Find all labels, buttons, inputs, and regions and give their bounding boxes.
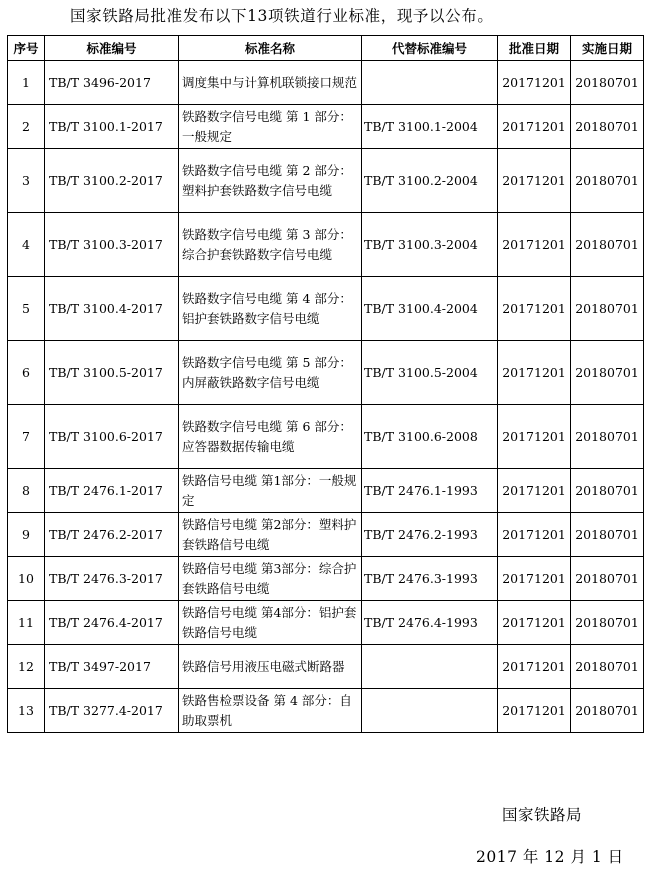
cell-seq: 13	[8, 689, 45, 733]
cell-approved: 20171201	[498, 513, 571, 557]
cell-approved: 20171201	[498, 105, 571, 149]
cell-approved: 20171201	[498, 213, 571, 277]
cell-seq: 9	[8, 513, 45, 557]
cell-name: 铁路售检票设备 第 4 部分：自助取票机	[179, 689, 362, 733]
cell-name: 铁路数字信号电缆 第 3 部分：综合护套铁路数字信号电缆	[179, 213, 362, 277]
table-row	[8, 61, 644, 105]
table-row	[8, 557, 644, 601]
cell-seq: 5	[8, 277, 45, 341]
cell-effective: 20180701	[571, 149, 644, 213]
cell-replaced: TB/T 3100.6-2008	[362, 405, 498, 469]
cell-effective: 20180701	[571, 557, 644, 601]
table-row	[8, 149, 644, 213]
cell-name: 铁路信号电缆 第2部分：塑料护套铁路信号电缆	[179, 513, 362, 557]
cell-name: 铁路数字信号电缆 第 1 部分：一般规定	[179, 105, 362, 149]
cell-code: TB/T 3277.4-2017	[45, 689, 179, 733]
cell-code: TB/T 3496-2017	[45, 61, 179, 105]
header-seq: 序号	[8, 36, 45, 61]
cell-name: 铁路数字信号电缆 第 6 部分：应答器数据传输电缆	[179, 405, 362, 469]
header-name: 标准名称	[179, 36, 362, 61]
cell-replaced: TB/T 3100.1-2004	[362, 105, 498, 149]
cell-name: 铁路信号电缆 第1部分：一般规定	[179, 469, 362, 513]
cell-seq: 10	[8, 557, 45, 601]
cell-seq: 1	[8, 61, 45, 105]
cell-approved: 20171201	[498, 341, 571, 405]
cell-seq: 4	[8, 213, 45, 277]
cell-effective: 20180701	[571, 689, 644, 733]
table-row	[8, 405, 644, 469]
cell-seq: 12	[8, 645, 45, 689]
cell-code: TB/T 2476.1-2017	[45, 469, 179, 513]
cell-name: 铁路信号电缆 第3部分：综合护套铁路信号电缆	[179, 557, 362, 601]
table-row	[8, 213, 644, 277]
cell-approved: 20171201	[498, 61, 571, 105]
table-row	[8, 645, 644, 689]
cell-code: TB/T 3497-2017	[45, 645, 179, 689]
cell-approved: 20171201	[498, 469, 571, 513]
cell-replaced: TB/T 3100.3-2004	[362, 213, 498, 277]
cell-approved: 20171201	[498, 601, 571, 645]
cell-replaced: TB/T 2476.3-1993	[362, 557, 498, 601]
cell-effective: 20180701	[571, 277, 644, 341]
cell-approved: 20171201	[498, 405, 571, 469]
cell-seq: 8	[8, 469, 45, 513]
cell-code: TB/T 2476.4-2017	[45, 601, 179, 645]
header-code: 标准编号	[45, 36, 179, 61]
cell-replaced: TB/T 3100.5-2004	[362, 341, 498, 405]
cell-seq: 6	[8, 341, 45, 405]
announcement-intro: 国家铁路局批准发布以下13项铁道行业标准，现予以公布。	[70, 7, 494, 25]
cell-name: 铁路数字信号电缆 第 2 部分：塑料护套铁路数字信号电缆	[179, 149, 362, 213]
cell-effective: 20180701	[571, 469, 644, 513]
header-approved: 批准日期	[498, 36, 571, 61]
cell-effective: 20180701	[571, 105, 644, 149]
cell-replaced	[362, 689, 498, 733]
table-row	[8, 277, 644, 341]
header-replaced: 代替标准编号	[362, 36, 498, 61]
cell-code: TB/T 3100.6-2017	[45, 405, 179, 469]
table-row	[8, 105, 644, 149]
cell-effective: 20180701	[571, 645, 644, 689]
cell-effective: 20180701	[571, 341, 644, 405]
cell-effective: 20180701	[571, 513, 644, 557]
cell-name: 铁路数字信号电缆 第 4 部分：铝护套铁路数字信号电缆	[179, 277, 362, 341]
cell-effective: 20180701	[571, 601, 644, 645]
cell-replaced: TB/T 2476.1-1993	[362, 469, 498, 513]
cell-effective: 20180701	[571, 61, 644, 105]
cell-code: TB/T 3100.4-2017	[45, 277, 179, 341]
issuing-authority: 国家铁路局	[502, 806, 583, 824]
table-row	[8, 689, 644, 733]
table-header-row	[8, 36, 644, 61]
cell-approved: 20171201	[498, 557, 571, 601]
cell-code: TB/T 3100.3-2017	[45, 213, 179, 277]
cell-effective: 20180701	[571, 213, 644, 277]
table-row	[8, 341, 644, 405]
cell-name: 铁路信号电缆 第4部分：铝护套铁路信号电缆	[179, 601, 362, 645]
cell-code: TB/T 2476.3-2017	[45, 557, 179, 601]
cell-name: 调度集中与计算机联锁接口规范	[179, 61, 362, 105]
cell-code: TB/T 3100.2-2017	[45, 149, 179, 213]
cell-replaced: TB/T 2476.4-1993	[362, 601, 498, 645]
cell-replaced	[362, 61, 498, 105]
table-row	[8, 469, 644, 513]
cell-code: TB/T 3100.1-2017	[45, 105, 179, 149]
cell-code: TB/T 2476.2-2017	[45, 513, 179, 557]
cell-approved: 20171201	[498, 645, 571, 689]
header-effective: 实施日期	[571, 36, 644, 61]
cell-seq: 3	[8, 149, 45, 213]
table-row	[8, 601, 644, 645]
cell-name: 铁路信号用液压电磁式断路器	[179, 645, 362, 689]
cell-approved: 20171201	[498, 689, 571, 733]
cell-approved: 20171201	[498, 149, 571, 213]
cell-name: 铁路数字信号电缆 第 5 部分：内屏蔽铁路数字信号电缆	[179, 341, 362, 405]
cell-seq: 2	[8, 105, 45, 149]
cell-seq: 11	[8, 601, 45, 645]
cell-replaced: TB/T 2476.2-1993	[362, 513, 498, 557]
cell-replaced	[362, 645, 498, 689]
standards-table	[7, 35, 644, 733]
issue-date: 2017 年 12 月 1 日	[476, 848, 624, 866]
table-row	[8, 513, 644, 557]
cell-replaced: TB/T 3100.2-2004	[362, 149, 498, 213]
cell-effective: 20180701	[571, 405, 644, 469]
cell-seq: 7	[8, 405, 45, 469]
cell-approved: 20171201	[498, 277, 571, 341]
cell-replaced: TB/T 3100.4-2004	[362, 277, 498, 341]
cell-code: TB/T 3100.5-2017	[45, 341, 179, 405]
